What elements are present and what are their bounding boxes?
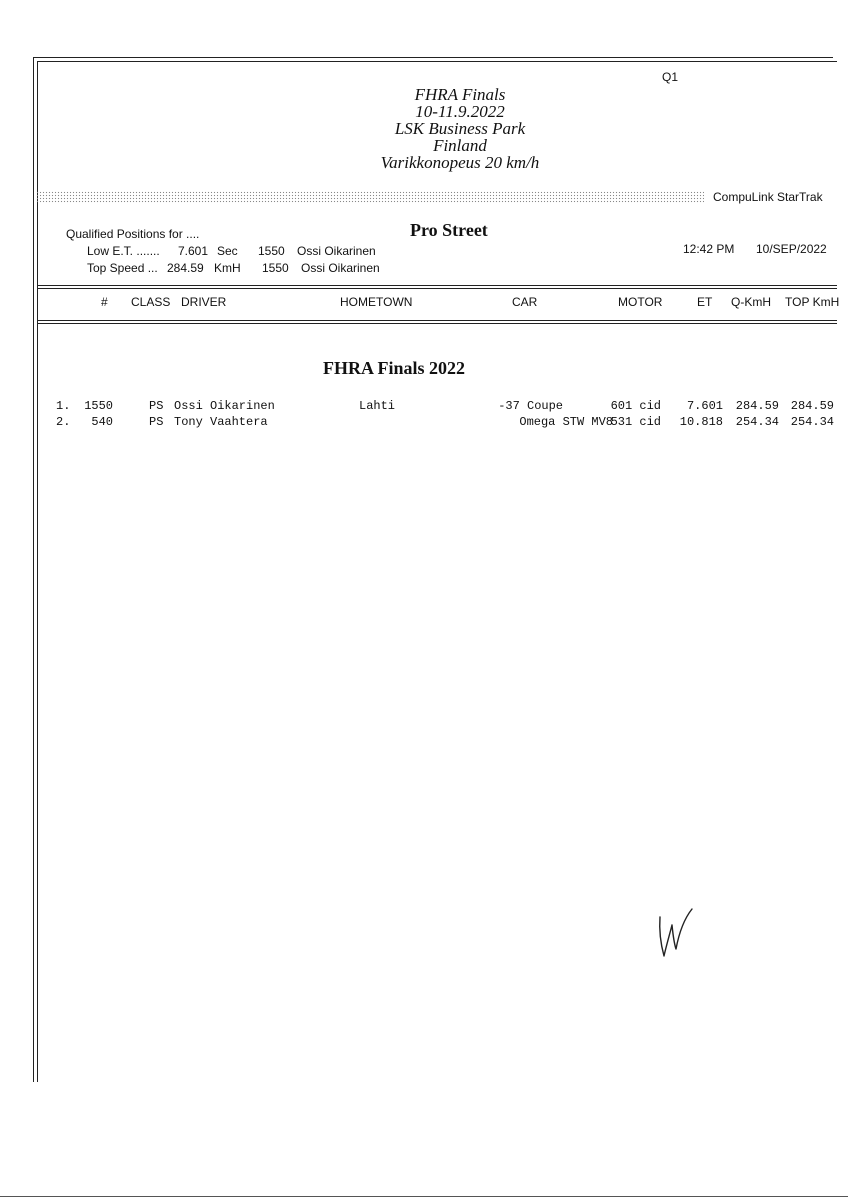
col-motor: MOTOR <box>618 295 663 309</box>
event-venue: LSK Business Park <box>394 119 526 138</box>
header-bottom-rule-2 <box>37 288 837 289</box>
row-hometown: Lahti <box>359 399 396 413</box>
row-qkmh: 254.34 <box>735 415 779 429</box>
row-class: PS <box>149 399 164 413</box>
row-pos: 2. <box>56 415 71 429</box>
row-driver: Tony Vaahtera <box>174 415 268 429</box>
col-qkmh: Q-KmH <box>731 295 771 309</box>
report-code: Q1 <box>662 70 679 84</box>
row-pos: 1. <box>56 399 71 413</box>
section-title: FHRA Finals 2022 <box>323 358 466 378</box>
page-bottom-line <box>0 1196 848 1197</box>
row-et: 10.818 <box>679 415 723 429</box>
col-driver: DRIVER <box>181 295 227 309</box>
row-driver: Ossi Oikarinen <box>174 399 275 413</box>
top-speed-value: 284.59 <box>167 261 204 275</box>
row-class: PS <box>149 415 164 429</box>
row-num: 540 <box>91 415 113 429</box>
stipple-band <box>36 191 704 203</box>
top-speed-number: 1550 <box>262 261 289 275</box>
event-dates: 10-11.9.2022 <box>415 102 505 121</box>
timing-system: CompuLink StarTrak <box>713 190 823 204</box>
table-row <box>0 399 848 415</box>
event-header <box>350 86 570 171</box>
col-num: # <box>101 295 108 309</box>
col-class: CLASS <box>131 295 171 309</box>
pit-speed: Varikkonopeus 20 km/h <box>380 153 540 172</box>
qualified-label: Qualified Positions for .... <box>66 227 200 241</box>
frame-left-line-inner <box>37 61 38 1082</box>
event-country: Finland <box>433 136 487 155</box>
low-et-label: Low E.T. ....... <box>87 244 160 258</box>
class-title: Pro Street <box>410 220 488 240</box>
row-topkmh: 284.59 <box>790 399 834 413</box>
event-title: FHRA Finals <box>414 85 506 104</box>
row-car: Omega STW MV8 <box>519 415 613 429</box>
row-topkmh: 254.34 <box>790 415 834 429</box>
row-et: 7.601 <box>686 399 723 413</box>
col-et: ET <box>697 295 713 309</box>
header-bottom-rule <box>37 285 837 286</box>
row-motor: 601 cid <box>610 399 661 413</box>
column-header-rule <box>37 320 837 321</box>
column-headers <box>0 295 848 311</box>
row-car: -37 Coupe <box>498 399 563 413</box>
column-header-rule-2 <box>37 323 837 324</box>
col-topkmh: TOP KmH <box>785 295 840 309</box>
top-speed-driver: Ossi Oikarinen <box>301 261 380 275</box>
top-speed-label: Top Speed ... <box>87 261 158 275</box>
report-time: 12:42 PM <box>683 242 735 256</box>
row-motor: 531 cid <box>610 415 661 429</box>
frame-top-line <box>33 57 833 58</box>
top-speed-unit: KmH <box>214 261 241 275</box>
low-et-driver: Ossi Oikarinen <box>297 244 376 258</box>
table-row <box>0 415 848 431</box>
col-hometown: HOMETOWN <box>340 295 413 309</box>
col-car: CAR <box>512 295 538 309</box>
row-qkmh: 284.59 <box>735 399 779 413</box>
frame-left-line <box>33 57 34 1082</box>
frame-top-line-inner <box>37 61 837 62</box>
low-et-value: 7.601 <box>178 244 209 258</box>
report-date: 10/SEP/2022 <box>756 242 827 256</box>
handwritten-initials-signature <box>650 903 700 965</box>
low-et-unit: Sec <box>217 244 238 258</box>
row-num: 1550 <box>84 399 113 413</box>
low-et-number: 1550 <box>258 244 285 258</box>
